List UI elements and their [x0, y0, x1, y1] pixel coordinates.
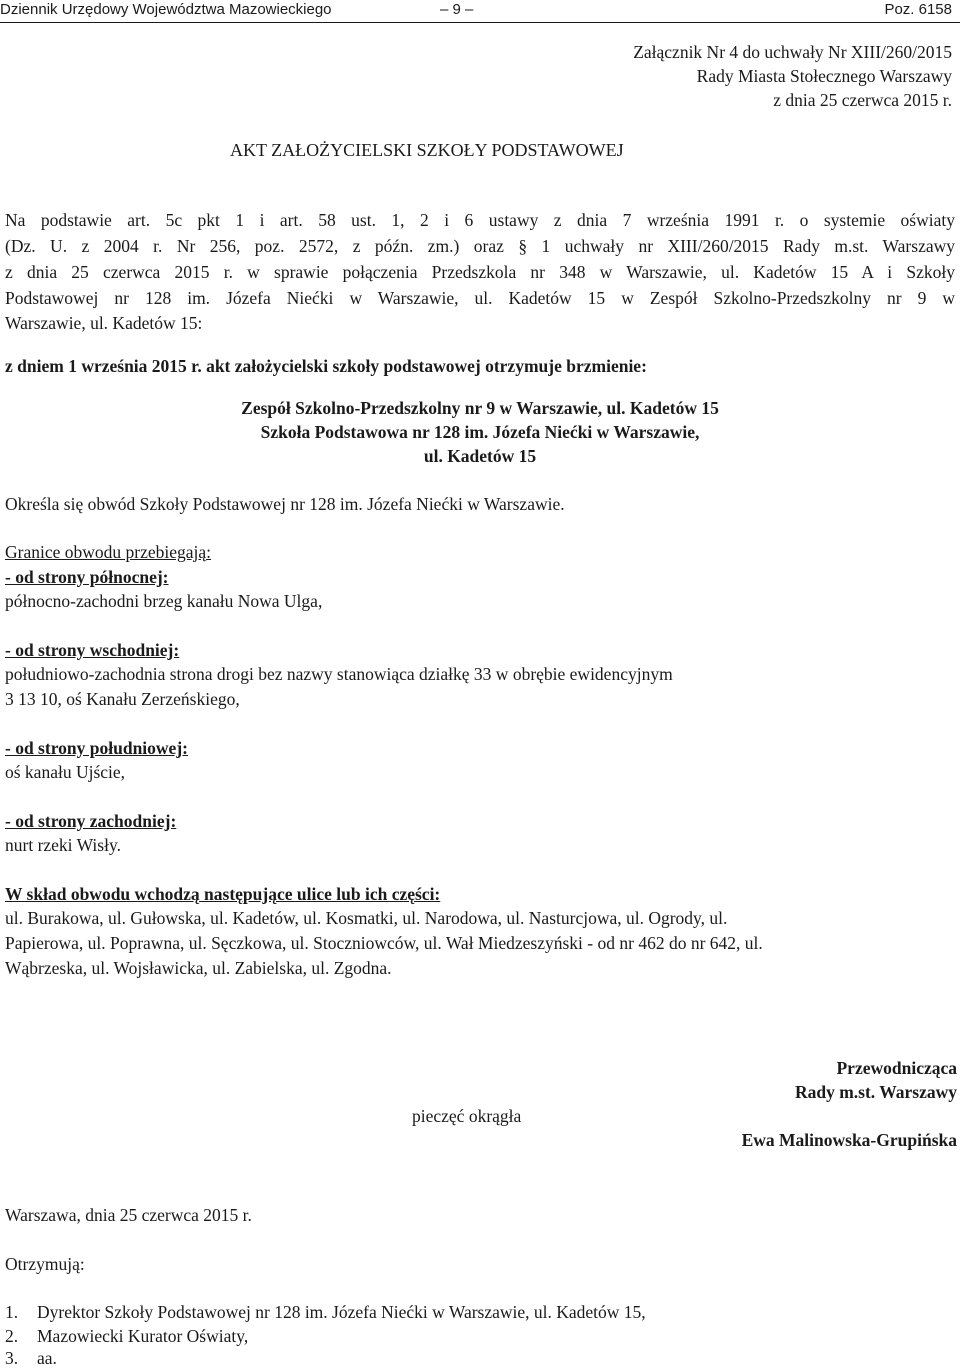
page-header [0, 0, 960, 22]
recipient-text: Mazowiecki Kurator Oświaty, [37, 1326, 249, 1346]
recipient-text: aa. [37, 1348, 57, 1368]
document-title: AKT ZAŁOŻYCIELSKI SZKOŁY PODSTAWOWEJ [230, 140, 624, 160]
east-boundary-label: - od strony wschodniej: [5, 640, 180, 660]
streets-line-3: Wąbrzeska, ul. Wojsławicka, ul. Zabielska, ul. Zgodna. [5, 958, 392, 978]
page-number: – 9 – [440, 1, 474, 18]
recipient-number: 2. [5, 1326, 19, 1346]
north-boundary-text: północno-zachodni brzeg kanału Nowa Ulga, [5, 591, 323, 611]
north-boundary-label: - od strony północnej: [5, 567, 169, 587]
south-boundary-text: oś kanału Ujście, [5, 762, 126, 782]
recipient-item [5, 1302, 646, 1323]
recipient-item [5, 1348, 57, 1369]
west-boundary-label: - od strony zachodniej: [5, 811, 177, 831]
annex-line-2: Rady Miasta Stołecznego Warszawy [696, 66, 952, 86]
preamble-line-5: Warszawie, ul. Kadetów 15: [5, 313, 203, 333]
signatory-council: Rady m.st. Warszawy [794, 1082, 957, 1102]
annex-line-3: z dnia 25 czerwca 2015 r. [773, 90, 952, 110]
district-intro: Określa się obwód Szkoły Podstawowej nr 128 im. Józefa Niećki w Warszawie. [5, 494, 565, 514]
school-name-line-2: Szkoła Podstawowa nr 128 im. Józefa Niećki w Warszawie, [260, 422, 700, 442]
streets-heading: W skład obwodu wchodzą następujące ulice lub ich części: [5, 884, 441, 904]
recipient-text: Dyrektor Szkoły Podstawowej nr 128 im. Józefa Niećki w Warszawie, ul. Kadetów 15, [37, 1302, 646, 1322]
preamble-line-2: (Dz. U. z 2004 r. Nr 256, poz. 2572, z późn. zm.) oraz § 1 uchwały nr XIII/260/2015 Rady m.st. Warszawy [5, 236, 955, 256]
preamble-line-1: Na podstawie art. 5c pkt 1 i art. 58 ust. 1, 2 i 6 ustawy z dnia 7 września 1991 r. o systemie oświaty [5, 210, 955, 230]
preamble-line-3: z dnia 25 czerwca 2015 r. w sprawie połączenia Przedszkola nr 348 w Warszawie, ul. Kadetów 15 A i Szkoły [5, 262, 955, 282]
south-boundary-label: - od strony południowej: [5, 738, 188, 758]
annex-line-1: Załącznik Nr 4 do uchwały Nr XIII/260/2015 [633, 42, 952, 62]
header-divider [0, 22, 960, 23]
east-boundary-text-2: 3 13 10, oś Kanału Zerzeńskiego, [5, 689, 240, 709]
school-name-line-1: Zespół Szkolno-Przedszkolny nr 9 w Warszawie, ul. Kadetów 15 [241, 398, 719, 418]
preamble-line-4: Podstawowej nr 128 im. Józefa Niećki w Warszawie, ul. Kadetów 15 w Zespół Szkolno-Przedszkolny nr 9 w [5, 288, 955, 308]
school-name-line-3: ul. Kadetów 15 [423, 446, 537, 466]
position-number: Poz. 6158 [884, 1, 952, 18]
east-boundary-text-1: południowo-zachodnia strona drogi bez nazwy stanowiąca działkę 33 w obrębie ewidencyjnym [5, 664, 673, 684]
place-and-date: Warszawa, dnia 25 czerwca 2015 r. [5, 1205, 252, 1225]
journal-name: Dziennik Urzędowy Województwa Mazowieckiego [0, 1, 332, 18]
streets-line-2: Papierowa, ul. Poprawna, ul. Sęczkowa, ul. Stoczniowców, ul. Wał Miedzeszyński - od nr 462 do nr 642, ul. [5, 933, 763, 953]
signatory-role: Przewodnicząca [836, 1058, 957, 1078]
streets-line-1: ul. Burakowa, ul. Gułowska, ul. Kadetów, ul. Kosmatki, ul. Narodowa, ul. Nasturcjowa, ul. Ogrody, ul. [5, 908, 728, 928]
decision-statement: z dniem 1 września 2015 r. akt założycielski szkoły podstawowej otrzymuje brzmienie: [5, 356, 647, 376]
recipient-number: 3. [5, 1348, 19, 1368]
boundaries-heading: Granice obwodu przebiegają: [5, 542, 212, 562]
recipients-heading: Otrzymują: [5, 1254, 85, 1274]
west-boundary-text: nurt rzeki Wisły. [5, 835, 121, 855]
stamp-note: pieczęć okrągła [412, 1106, 522, 1126]
recipient-item [5, 1326, 248, 1347]
signatory-name: Ewa Malinowska-Grupińska [741, 1130, 957, 1150]
recipient-number: 1. [5, 1302, 19, 1322]
